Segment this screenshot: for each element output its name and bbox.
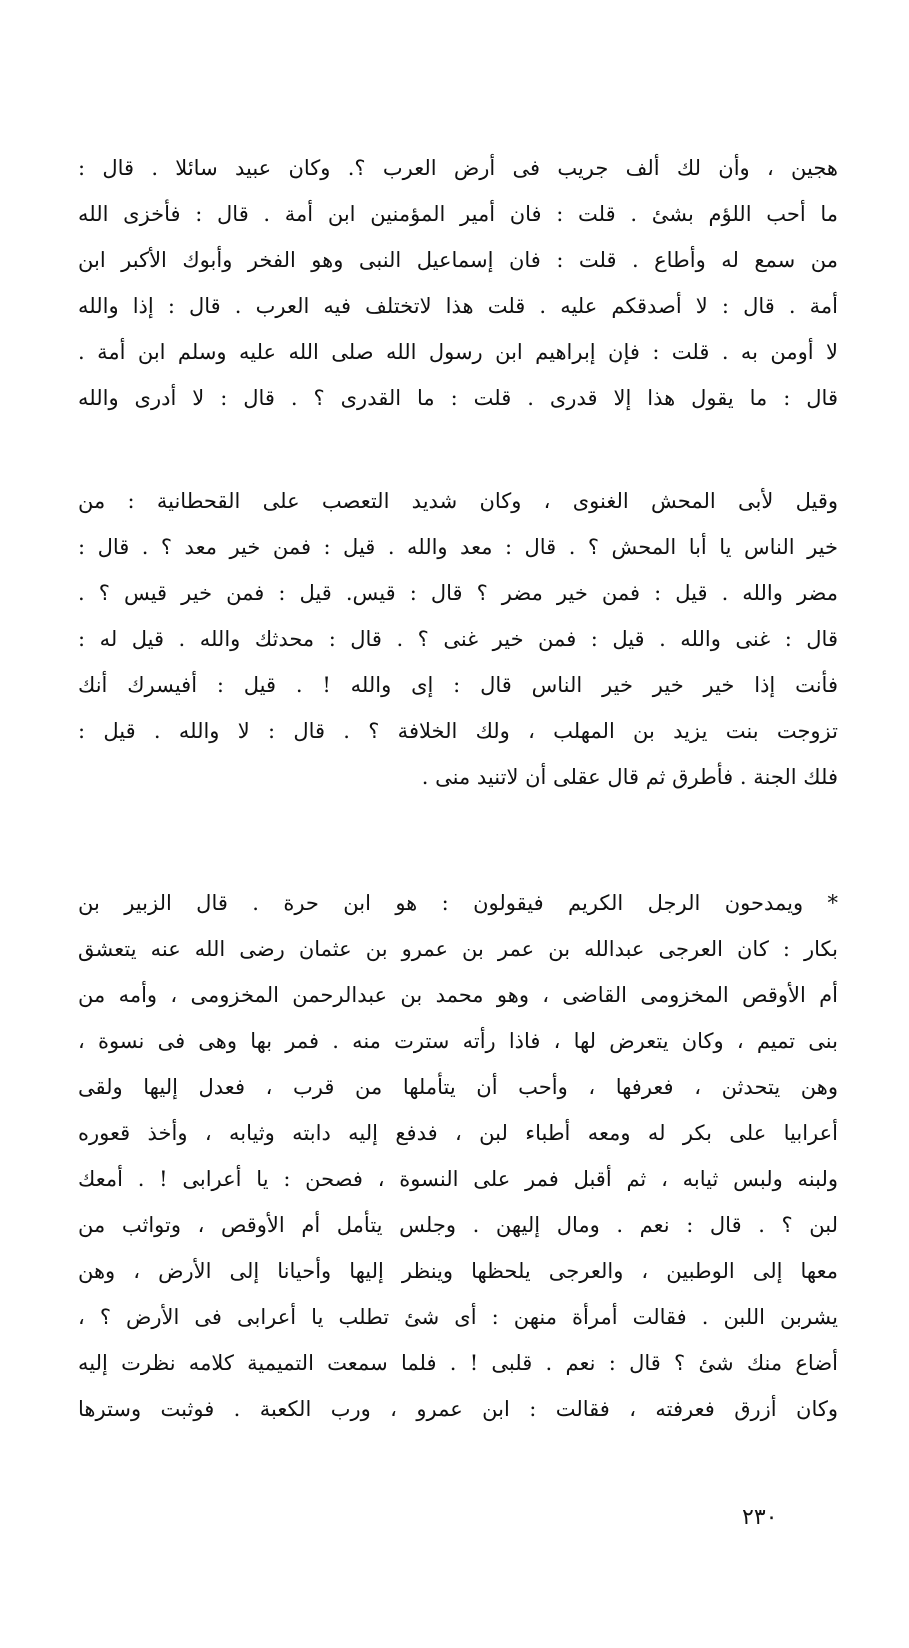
text-line: وكان أزرق فعرفته ، فقالت : ابن عمرو ، ورب الكعبة . فوثبت وسترها	[78, 1397, 838, 1421]
text-line: يشربن اللبن . فقالت أمرأة منهن : أى شئ تطلب يا أعرابى فى الأرض ؟ ،	[78, 1305, 838, 1329]
text-line: لا أومن به . قلت : فإن إبراهيم ابن رسول الله صلى الله عليه وسلم ابن أمة .	[78, 340, 838, 364]
paragraph-1	[78, 145, 838, 421]
text-line: فأنت إذا خير خير خير الناس قال : إى والله ! . قيل : أفيسرك أنك	[78, 673, 838, 697]
text-line: لبن ؟ . قال : نعم . ومال إليهن . وجلس يتأمل أم الأوقص ، وتواثب من	[78, 1213, 838, 1237]
text-line: * ويمدحون الرجل الكريم فيقولون : هو ابن حرة . قال الزبير بن	[78, 891, 838, 915]
text-line: قال : ما يقول هذا إلا قدرى . قلت : ما القدرى ؟ . قال : لا أدرى والله	[78, 386, 838, 410]
text-line: من سمع له وأطاع . قلت : فان إسماعيل النبى وهو الفخر وأبوك الأكبر ابن	[78, 248, 838, 272]
text-line: أمة . قال : لا أصدقكم عليه . قلت هذا لاتختلف فيه العرب . قال : إذا والله	[78, 294, 838, 318]
text-line: بكار : كان العرجى عبدالله بن عمر بن عمرو بن عثمان رضى الله عنه يتعشق	[78, 937, 838, 961]
text-line: خير الناس يا أبا المحش ؟ . قال : معد والله . قيل : فمن خير معد ؟ . قال :	[78, 535, 838, 559]
text-line: أم الأوقص المخزومى القاضى ، وهو محمد بن عبدالرحمن المخزومى ، وأمه من	[78, 983, 838, 1007]
paragraph-3	[78, 880, 838, 1432]
text-line: وقيل لأبى المحش الغنوى ، وكان شديد التعصب على القحطانية : من	[78, 489, 838, 513]
text-line: هجين ، وأن لك ألف جريب فى أرض العرب ؟. وكان عبيد سائلا . قال :	[78, 156, 838, 180]
text-line: قال : غنى والله . قيل : فمن خير غنى ؟ . قال : محدثك والله . قيل له :	[78, 627, 838, 651]
text-line: بنى تميم ، وكان يتعرض لها ، فاذا رأته سترت منه . فمر بها وهى فى نسوة ،	[78, 1029, 838, 1053]
text-line: وهن يتحدثن ، فعرفها ، وأحب أن يتأملها من قرب ، فعدل إليها ولقى	[78, 1075, 838, 1099]
text-line: مضر والله . قيل : فمن خير مضر ؟ قال : قيس. قيل : فمن خير قيس ؟ .	[78, 581, 838, 605]
text-line: ولبنه ولبس ثيابه ، ثم أقبل فمر على النسوة ، فصحن : يا أعرابى ! . أمعك	[78, 1167, 838, 1191]
text-line: تزوجت بنت يزيد بن المهلب ، ولك الخلافة ؟ . قال : لا والله . قيل :	[78, 719, 838, 743]
text-line: فلك الجنة . فأطرق ثم قال عقلى أن لاتنيد منى .	[421, 765, 838, 789]
page-number: ٢٣٠	[742, 1505, 778, 1530]
text-line: أعرابيا على بكر له ومعه أطباء لبن ، فدفع إليه دابته وثيابه ، وأخذ قعوره	[78, 1121, 838, 1145]
text-line: أضاع منك شئ ؟ قال : نعم . قلبى ! . فلما سمعت التميمية كلامه نظرت إليه	[78, 1351, 838, 1375]
paragraph-2	[78, 478, 838, 800]
text-line: ما أحب اللؤم بشئ . قلت : فان أمير المؤمنين ابن أمة . قال : فأخزى الله	[78, 202, 838, 226]
text-line: معها إلى الوطبين ، والعرجى يلحظها وينظر إليها وأحيانا إلى الأرض ، وهن	[78, 1259, 838, 1283]
